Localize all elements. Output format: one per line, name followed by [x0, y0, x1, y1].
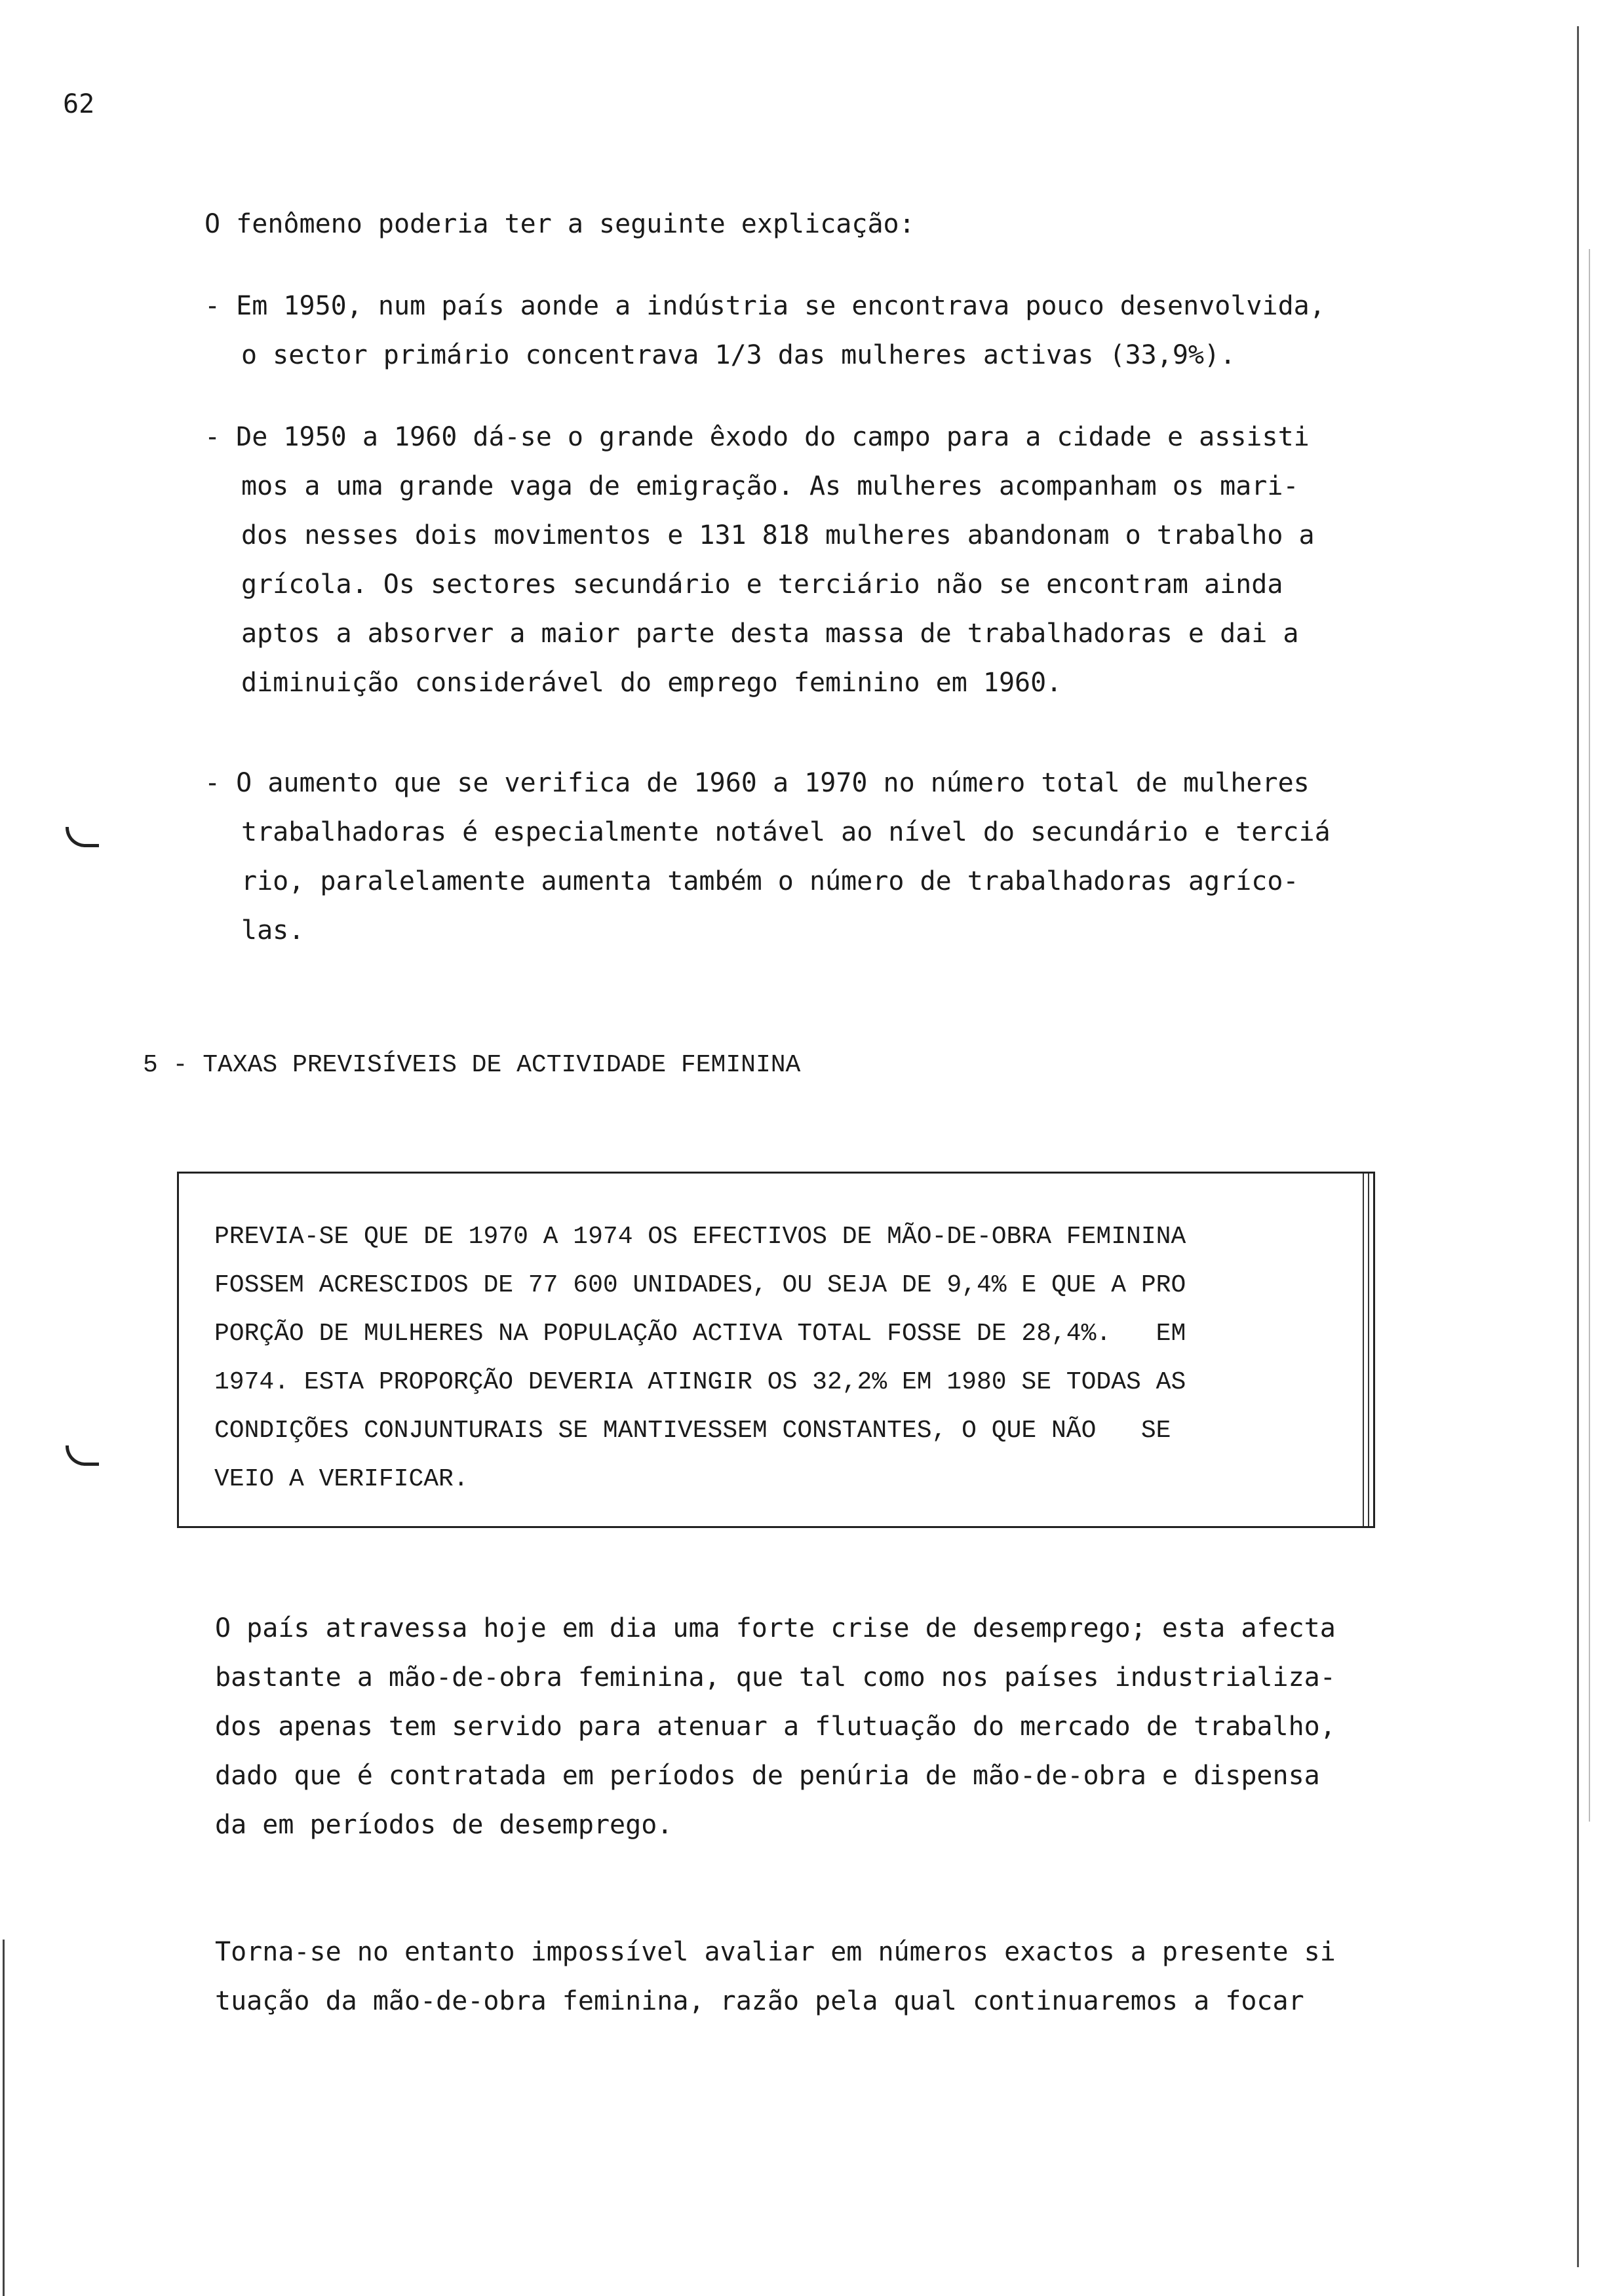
- text-line: da em períodos de desemprego.: [215, 1810, 673, 1840]
- section-heading: 5 - TAXAS PREVISÍVEIS DE ACTIVIDADE FEMININA: [143, 1051, 801, 1079]
- text-line: diminuição considerável do emprego feminino em 1960.: [241, 668, 1062, 698]
- text-line: las.: [241, 915, 305, 946]
- text-line: - O aumento que se verifica de 1960 a 1970 no número total de mulheres: [204, 768, 1310, 798]
- text-line: CONDIÇÕES CONJUNTURAIS SE MANTIVESSEM CONSTANTES, O QUE NÃO SE: [214, 1417, 1171, 1445]
- text-line: dos apenas tem servido para atenuar a flutuação do mercado de trabalho,: [215, 1712, 1336, 1742]
- bullet-item: [204, 759, 1331, 955]
- text-line: O país atravessa hoje em dia uma forte crise de desemprego; esta afecta: [215, 1613, 1336, 1643]
- text-line: PREVIA-SE QUE DE 1970 A 1974 OS EFECTIVOS DE MÃO-DE-OBRA FEMININA: [214, 1223, 1186, 1251]
- text-line: aptos a absorver a maior parte desta massa de trabalhadoras e dai a: [241, 619, 1299, 649]
- text-line: VEIO A VERIFICAR.: [214, 1465, 469, 1493]
- margin-check-mark-icon: [66, 827, 99, 847]
- scan-edge-line: [1577, 26, 1579, 2267]
- text-line: Torna-se no entanto impossível avaliar em números exactos a presente si: [215, 1937, 1336, 1967]
- text-line: bastante a mão-de-obra feminina, que tal como nos países industrializa-: [215, 1662, 1336, 1693]
- body-paragraph: [215, 1928, 1336, 2026]
- text-line: tuação da mão-de-obra feminina, razão pela qual continuaremos a focar: [215, 1986, 1304, 2016]
- text-line: mos a uma grande vaga de emigração. As mulheres acompanham os mari-: [241, 471, 1299, 501]
- highlight-box: [177, 1172, 1375, 1528]
- text-line: trabalhadoras é especialmente notável ao nível do secundário e terciá: [241, 817, 1331, 847]
- text-line: dos nesses dois movimentos e 131 818 mulheres abandonam o trabalho a: [241, 520, 1315, 550]
- body-paragraph: [215, 1604, 1336, 1850]
- text-line: o sector primário concentrava 1/3 das mulheres activas (33,9%).: [241, 340, 1236, 370]
- text-line: PORÇÃO DE MULHERES NA POPULAÇÃO ACTIVA TOTAL FOSSE DE 28,4%. EM: [214, 1320, 1186, 1348]
- text-line: rio, paralelamente aumenta também o número de trabalhadoras agríco-: [241, 866, 1299, 896]
- scan-edge-line: [3, 1940, 5, 2296]
- scan-edge-line: [1589, 249, 1590, 1822]
- bullet-item: [204, 282, 1325, 380]
- page-number: 62: [63, 89, 95, 119]
- intro-sentence: O fenômeno poderia ter a seguinte explicação:: [204, 209, 915, 239]
- text-line: - De 1950 a 1960 dá-se o grande êxodo do campo para a cidade e assisti: [204, 422, 1310, 452]
- text-line: FOSSEM ACRESCIDOS DE 77 600 UNIDADES, OU SEJA DE 9,4% E QUE A PRO: [214, 1271, 1186, 1299]
- text-line: 1974. ESTA PROPORÇÃO DEVERIA ATINGIR OS 32,2% EM 1980 SE TODAS AS: [214, 1368, 1186, 1396]
- text-line: dado que é contratada em períodos de penúria de mão-de-obra e dispensa: [215, 1761, 1320, 1791]
- box-double-edge: [1363, 1174, 1369, 1526]
- text-line: grícola. Os sectores secundário e terciário não se encontram ainda: [241, 569, 1283, 600]
- margin-check-mark-icon: [66, 1445, 99, 1466]
- text-line: - Em 1950, num país aonde a indústria se encontrava pouco desenvolvida,: [204, 291, 1325, 321]
- box-text: [214, 1213, 1186, 1504]
- bullet-item: [204, 413, 1315, 708]
